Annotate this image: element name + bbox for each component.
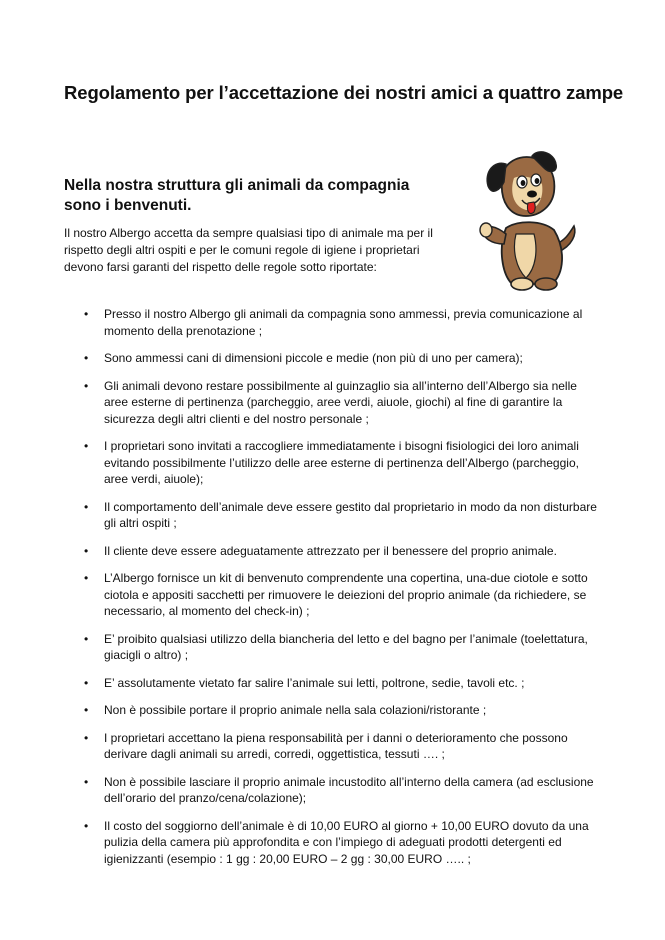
bullet-icon: •	[84, 703, 89, 717]
welcome-heading: Nella nostra struttura gli animali da compagnia sono i benvenuti.	[64, 177, 410, 214]
rule-text: Il cliente deve essere adeguatamente attrezzato per il benessere del proprio animale.	[104, 543, 557, 558]
intro-paragraph: Il nostro Albergo accetta da sempre qualsiasi tipo di animale ma per il rispetto degli altri ospiti e per le comuni regole di igiene i proprietari devono farsi garanti del rispetto delle regole sotto riportate:	[64, 226, 433, 274]
rule-item	[84, 631, 604, 664]
rule-text: Sono ammessi cani di dimensioni piccole e medie (non più di uno per camera);	[104, 351, 523, 365]
bullet-icon: •	[84, 378, 89, 393]
dog-tongue	[527, 202, 535, 214]
rule-text: Non è possibile lasciare il proprio animale incustodito all’interno della camera (ad esclusione dell’orario del pranzo/cena/colazione);	[104, 774, 594, 805]
rule-item	[84, 306, 604, 339]
rule-item	[84, 350, 604, 367]
bullet-icon: •	[84, 307, 89, 321]
bullet-icon: •	[84, 543, 89, 558]
rule-item	[84, 818, 604, 868]
bullet-icon: •	[84, 571, 89, 585]
rule-text: L’Albergo fornisce un kit di benvenuto comprendente una copertina, una-due ciotole e sotto ciotola e appositi sacchetti per rimuovere le deiezioni del proprio animale (da richiedere, se necessario, al momento del check-in) ;	[104, 571, 588, 618]
rule-item	[84, 543, 604, 560]
rule-text: E’ proibito qualsiasi utilizzo della biancheria del letto e del bagno per l’animale (toelettatura, giacigli o altro) ;	[104, 631, 588, 662]
bullet-icon: •	[84, 730, 89, 745]
rule-item	[84, 675, 604, 692]
rule-text: Gli animali devono restare possibilmente al guinzaglio sia all’interno dell’Albergo sia nelle aree esterne di pertinenza (parcheggio, aree verdi, aiuole, giochi) al fine di garantire la sicurezza degli altri clienti e del nostro personale ;	[104, 378, 577, 426]
rule-item	[84, 499, 604, 532]
rule-item	[84, 378, 604, 428]
rule-text: Il comportamento dell’animale deve essere gestito dal proprietario in modo da non disturbare gli altri ospiti ;	[104, 499, 597, 530]
rule-text: I proprietari sono invitati a raccogliere immediatamente i bisogni fisiologici dei loro animali evitando possibilmente l’utilizzo delle aree esterne di pertinenza dell’Albergo (parcheggio, aree verdi, aiuole);	[104, 439, 579, 486]
rule-text: Non è possibile portare il proprio animale nella sala colazioni/ristorante ;	[104, 703, 487, 717]
rule-item	[84, 570, 604, 620]
bullet-icon: •	[84, 351, 89, 365]
bullet-icon: •	[84, 499, 89, 514]
dog-illustration	[476, 150, 580, 292]
bullet-icon: •	[84, 439, 89, 453]
rule-text: Il costo del soggiorno dell’animale è di 10,00 EURO al giorno + 10,00 EURO dovuto da una pulizia della camera più approfondita e con l’impiego di adeguati prodotti detergenti ed igienizzanti (esempio : 1 gg : 20,00 EURO – 2 gg : 30,00 EURO ….. ;	[104, 818, 589, 866]
bullet-icon: •	[84, 675, 89, 690]
dog-nose	[527, 191, 537, 198]
rule-item	[84, 730, 604, 763]
rule-item	[84, 702, 604, 719]
rule-text: E’ assolutamente vietato far salire l’animale sui letti, poltrone, sedie, tavoli etc. ;	[104, 675, 525, 690]
document-title: Regolamento per l’accettazione dei nostri amici a quattro zampe	[64, 82, 624, 103]
rule-item	[84, 438, 604, 488]
rule-item	[84, 774, 604, 807]
rule-text: I proprietari accettano la piena responsabilità per i danni o deterioramento che possono derivare dagli animali su arredi, corredi, oggettistica, tessuti …. ;	[104, 730, 568, 761]
bullet-icon: •	[84, 818, 89, 833]
bullet-icon: •	[84, 631, 89, 646]
rule-text: Presso il nostro Albergo gli animali da compagnia sono ammessi, previa comunicazione al momento della prenotazione ;	[104, 307, 583, 338]
rules-list	[84, 306, 604, 878]
bullet-icon: •	[84, 774, 89, 789]
dog-front-paw	[511, 278, 533, 290]
